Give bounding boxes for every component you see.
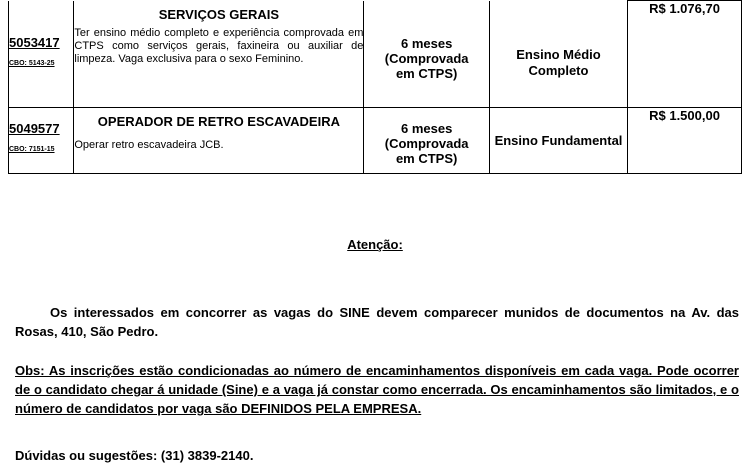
job-code-cell [9,1,74,108]
job-description: Operar retro escavadeira JCB. [74,139,224,151]
job-salary: R$ 1.076,70 [628,1,742,108]
job-code: 5049577 [9,121,60,136]
job-experience-cell [364,1,490,108]
job-salary: R$ 1.500,00 [628,108,742,174]
instructions-paragraph: Os interessados em concorrer as vagas do SINE devem comparecer munidos de documentos na Av. das Rosas, 410, São Pedro. [15,305,739,339]
jobs-table [8,0,742,174]
cbo-code: CBO: 7151-15 [9,146,55,153]
experience-line: (Comprovada [384,136,469,151]
job-title: OPERADOR DE RETRO ESCAVADEIRA [97,114,340,129]
job-row [9,1,742,108]
attention-heading: Atenção: [347,237,403,252]
job-education-cell [489,108,627,174]
job-description: Ter ensino médio completo e experiência comprovada em CTPS como serviços gerais, faxineira ou auxiliar de limpeza. Vaga exclusiva para o sexo Feminino. [74,26,364,65]
job-code: 5053417 [9,34,60,50]
experience-line: 6 meses [400,121,453,136]
education-line: Ensino Fundamental [494,132,623,148]
job-experience-cell [364,108,490,174]
job-row [9,108,742,174]
education-line: Completo [528,62,589,78]
job-description-cell [74,1,364,108]
education-line: Ensino Médio [516,46,601,62]
job-description-cell [74,108,364,174]
job-title: SERVIÇOS GERAIS [158,6,280,22]
job-code-cell [9,108,74,174]
experience-line: 6 meses [400,35,453,51]
contact-line: Dúvidas ou sugestões: (31) 3839-2140. [15,448,254,463]
experience-line: em CTPS) [395,151,458,166]
observation-paragraph: Obs: As inscrições estão condicionadas ao número de encaminhamentos disponíveis em cada vaga. Pode ocorrer de o candidato chegar á unidade (Sine) e a vaga já constar como encerrada. Os encaminhamentos são limitados, e o número de candidatos por vaga são DEFINIDOS PELA EMPRESA. [15,363,739,416]
experience-line: (Comprovada [384,50,469,66]
cbo-code: CBO: 5143-25 [9,59,55,67]
job-education-cell [489,1,627,108]
experience-line: em CTPS) [395,65,458,81]
